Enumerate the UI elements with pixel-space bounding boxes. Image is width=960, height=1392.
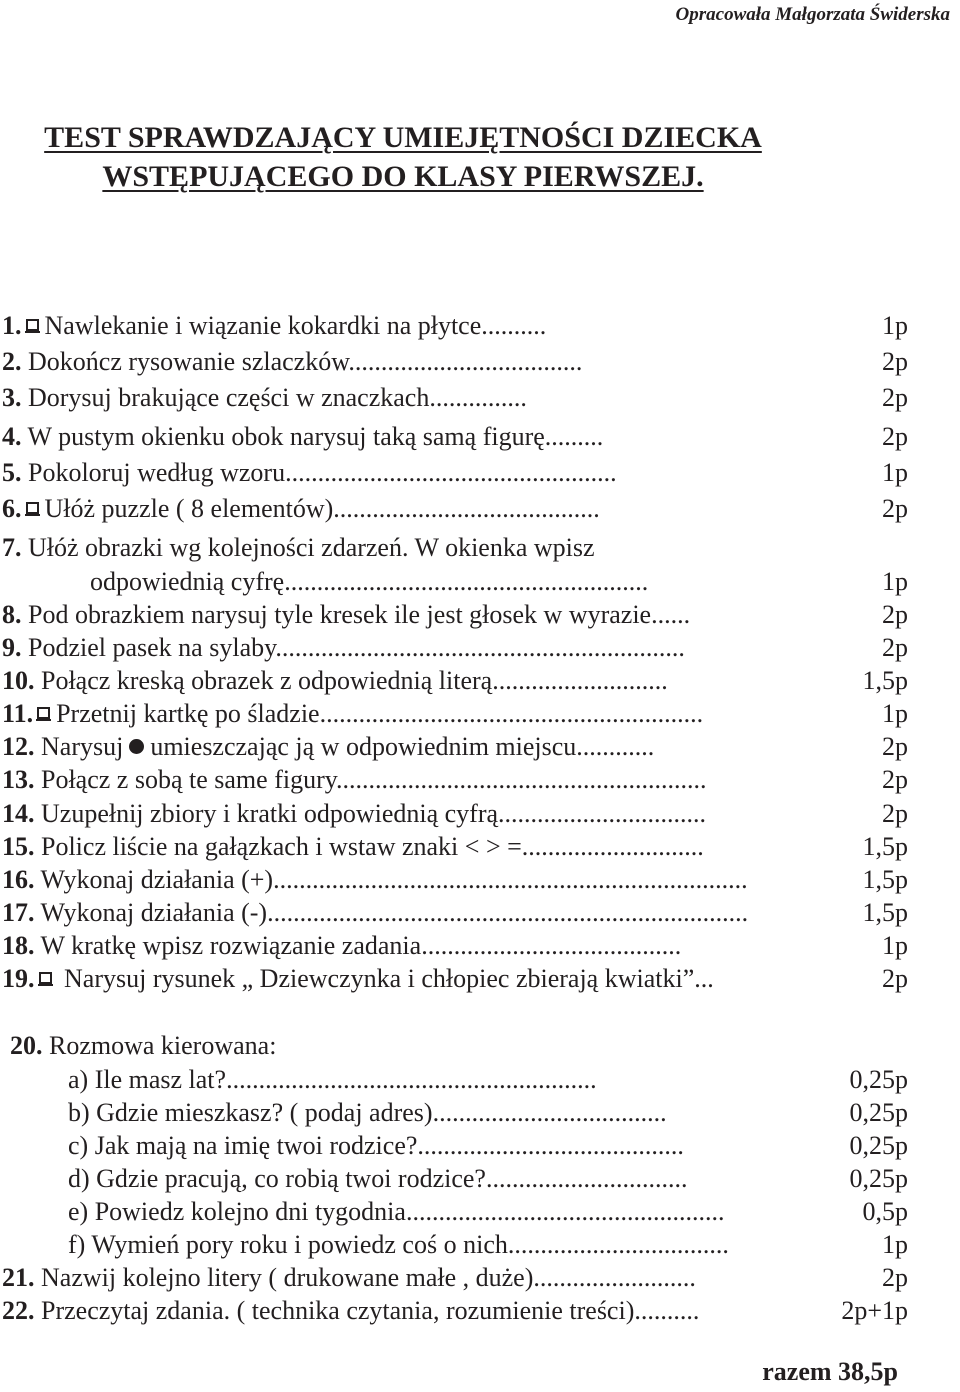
item-dots: ....................................	[432, 1098, 667, 1127]
total-score: razem 38,5p	[762, 1357, 898, 1386]
list-item	[2, 797, 706, 830]
item-score: 0,25p	[849, 1131, 908, 1160]
item-text: Policz liście na gałązkach i wstaw znaki < > =	[41, 832, 522, 861]
item-score: 2p	[882, 347, 908, 376]
item-text: Nazwij kolejno litery ( drukowane małe , duże)	[41, 1263, 534, 1292]
item-number: 9.	[2, 633, 22, 662]
item-score: 1p	[882, 931, 908, 960]
list-item	[2, 309, 546, 342]
list-item	[2, 1294, 699, 1327]
item-text: W pustym okienku obok narysuj taką samą figurę	[27, 422, 545, 451]
item-text: Dorysuj brakujące części w znaczkach	[28, 383, 430, 412]
item-number: 16.	[2, 865, 35, 894]
list-item	[10, 1029, 276, 1062]
item-score: 2p	[882, 383, 908, 412]
item-number: 22.	[2, 1296, 35, 1325]
item-number: 18.	[2, 931, 35, 960]
item-text: Podziel pasek na sylaby	[28, 633, 276, 662]
item-number: 12.	[2, 732, 35, 761]
list-item	[2, 664, 668, 697]
item-score: 2p	[882, 633, 908, 662]
black-dot-icon	[129, 739, 144, 754]
item-text: Narysuj rysunek „ Dziewczynka i chłopiec zbierają kwiatki”	[64, 964, 695, 993]
sub-item	[68, 1162, 687, 1195]
item-dots: ...........................................................	[319, 699, 704, 728]
item-score: 2p	[882, 1263, 908, 1292]
list-item	[2, 896, 748, 929]
sub-item	[68, 1228, 729, 1261]
item-text: Wykonaj działania (+)	[40, 865, 274, 894]
item-number: 3.	[2, 383, 22, 412]
item-dots: .........................................	[333, 494, 600, 523]
item-score: 0,25p	[849, 1164, 908, 1193]
item-score: 2p+1p	[841, 1296, 908, 1325]
item-text: Dokończ rysowanie szlaczków	[28, 347, 349, 376]
sub-item-text: f) Wymień pory roku i powiedz coś o nich	[68, 1230, 508, 1259]
scissors-task-square-icon	[39, 972, 52, 984]
list-item	[2, 420, 603, 453]
item-text: Przeczytaj zdania. ( technika czytania, rozumienie treści)	[41, 1296, 635, 1325]
list-item	[2, 830, 704, 863]
scissors-task-square-icon	[26, 319, 39, 331]
item-number: 21.	[2, 1263, 35, 1292]
list-item	[2, 598, 690, 631]
item-dots: ............................	[521, 832, 704, 861]
item-score: 2p	[882, 422, 908, 451]
list-item	[2, 929, 681, 962]
item-dots: .........................................	[417, 1131, 684, 1160]
item-dots: ................................	[498, 799, 707, 828]
item-score: 1,5p	[862, 666, 908, 695]
item-score: 1p	[882, 458, 908, 487]
item-number: 11.	[2, 699, 34, 728]
item-dots: ...................................................	[285, 458, 617, 487]
item-text: W kratkę wpisz rozwiązanie zadania	[40, 931, 422, 960]
item-text: Połącz z sobą te same figury	[41, 765, 337, 794]
item-dots: .........	[544, 422, 604, 451]
item-score: 1,5p	[862, 865, 908, 894]
item-number: 13.	[2, 765, 35, 794]
author-note: Opracowała Małgorzata Świderska	[675, 4, 950, 25]
list-item	[2, 962, 714, 995]
item-dots: .........................	[533, 1263, 696, 1292]
list-item	[2, 531, 595, 564]
item-score: 1p	[882, 311, 908, 340]
item-number: 14.	[2, 799, 35, 828]
item-number: 17.	[2, 898, 35, 927]
list-item	[2, 456, 617, 489]
item-number: 10.	[2, 666, 35, 695]
item-dots: .................................................	[405, 1197, 725, 1226]
item-score: 1,5p	[862, 898, 908, 927]
item-score: 1p	[882, 1230, 908, 1259]
sub-item-text: d) Gdzie pracują, co robią twoi rodzice?	[68, 1164, 486, 1193]
item-number: 5.	[2, 458, 22, 487]
item-dots: .........................................................................	[273, 865, 748, 894]
page-title	[0, 118, 806, 196]
item-dots: ..........	[634, 1296, 700, 1325]
list-item	[2, 730, 654, 763]
item-number: 20.	[10, 1031, 43, 1060]
item-score: 0,25p	[849, 1098, 908, 1127]
scissors-task-square-icon	[26, 502, 39, 514]
item-score: 2p	[882, 732, 908, 761]
item-dots: ............	[576, 732, 655, 761]
list-item	[2, 381, 527, 414]
sub-item-text: e) Powiedz kolejno dni tygodnia	[68, 1197, 406, 1226]
item-text: umieszczając ją w odpowiednim miejscu	[150, 732, 577, 761]
list-item	[2, 492, 600, 525]
list-item	[2, 763, 707, 796]
item-text: odpowiednią cyfrę	[90, 567, 285, 596]
item-number: 1.	[2, 311, 22, 340]
item-text: Pokoloruj według wzoru	[28, 458, 286, 487]
item-dots: ...........................	[492, 666, 668, 695]
sub-item	[68, 1129, 684, 1162]
sub-item	[68, 1063, 597, 1096]
item-dots: .........................................................	[226, 1065, 597, 1094]
item-dots: ....................................	[348, 347, 583, 376]
sub-item-text: a) Ile masz lat?	[68, 1065, 227, 1094]
item-number: 6.	[2, 494, 22, 523]
item-score: 1p	[882, 699, 908, 728]
item-text: Ułóż puzzle ( 8 elementów)	[44, 494, 334, 523]
list-item	[2, 1261, 696, 1294]
item-dots: ......	[651, 600, 691, 629]
item-number: 8.	[2, 600, 22, 629]
scissors-task-square-icon	[37, 707, 50, 719]
item-score: 2p	[882, 765, 908, 794]
item-score: 2p	[882, 494, 908, 523]
sub-item-text: b) Gdzie mieszkasz? ( podaj adres)	[68, 1098, 433, 1127]
sub-item	[68, 1195, 724, 1228]
title-line-1: TEST SPRAWDZAJĄCY UMIEJĘTNOŚCI DZIECKA	[44, 121, 762, 154]
item-number: 15.	[2, 832, 35, 861]
item-dots: ..........................................................................	[267, 898, 749, 927]
item-dots: ..........	[481, 311, 547, 340]
item-text: Przetnij kartkę po śladzie	[56, 699, 320, 728]
list-item-continuation	[90, 565, 648, 598]
item-dots: .........................................................	[336, 765, 707, 794]
item-dots: ...............................................................	[275, 633, 685, 662]
sub-item-text: c) Jak mają na imię twoi rodzice?	[68, 1131, 418, 1160]
item-score: 2p	[882, 600, 908, 629]
item-number: 19.	[2, 964, 35, 993]
list-item	[2, 345, 582, 378]
item-dots: ........................................	[421, 931, 682, 960]
item-dots: ...............	[429, 383, 527, 412]
item-number: 2.	[2, 347, 22, 376]
item-text: Uzupełnij zbiory i kratki odpowiednią cyfrą	[41, 799, 499, 828]
item-score: 0,25p	[849, 1065, 908, 1094]
item-text: Ułóż obrazki wg kolejności zdarzeń. W okienka wpisz	[28, 533, 595, 562]
title-line-2: WSTĘPUJĄCEGO DO KLASY PIERWSZEJ.	[102, 160, 704, 193]
item-score: 1,5p	[862, 832, 908, 861]
sub-item	[68, 1096, 667, 1129]
item-dots: ........................................................	[284, 567, 649, 596]
list-item	[2, 697, 703, 730]
item-score: 2p	[882, 964, 908, 993]
item-text: Narysuj	[41, 732, 124, 761]
list-item	[2, 631, 685, 664]
item-dots: ...	[694, 964, 714, 993]
item-score: 2p	[882, 799, 908, 828]
item-text: Rozmowa kierowana:	[49, 1031, 277, 1060]
item-dots: ...............................	[485, 1164, 688, 1193]
item-text: Pod obrazkiem narysuj tyle kresek ile jest głosek w wyrazie	[28, 600, 652, 629]
item-text: Nawlekanie i wiązanie kokardki na płytce	[44, 311, 482, 340]
item-text: Wykonaj działania (-)	[40, 898, 268, 927]
item-dots: ..................................	[507, 1230, 729, 1259]
item-score: 0,5p	[862, 1197, 908, 1226]
item-number: 4.	[2, 422, 22, 451]
item-number: 7.	[2, 533, 22, 562]
list-item	[2, 863, 748, 896]
item-score: 1p	[882, 567, 908, 596]
item-text: Połącz kreską obrazek z odpowiednią literą	[41, 666, 493, 695]
